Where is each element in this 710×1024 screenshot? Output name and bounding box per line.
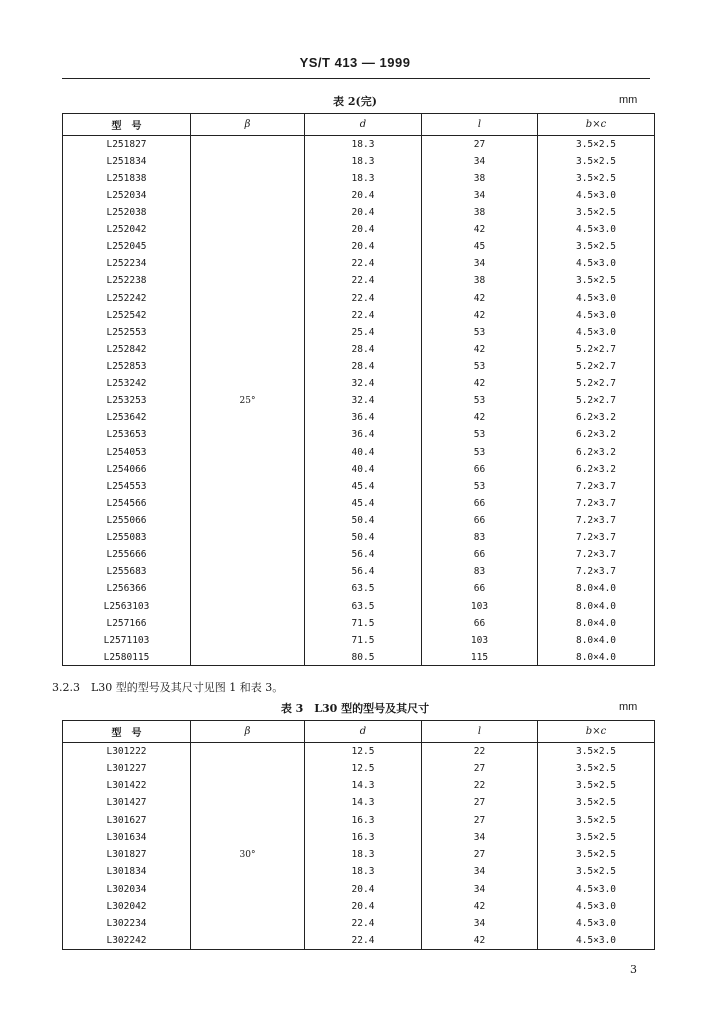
table3-caption: 表 3 L30 型的型号及其尺寸 [280, 702, 430, 715]
model-cell: L301427 [63, 794, 191, 811]
l-cell: 34 [422, 153, 538, 170]
beta-cell [191, 409, 305, 426]
beta-cell [191, 478, 305, 495]
bc-cell: 4.5×3.0 [538, 898, 655, 915]
model-cell: L254566 [63, 495, 191, 512]
table3-header-cell: β [191, 721, 305, 743]
table-row [63, 597, 655, 614]
table-row [63, 170, 655, 187]
table2-header-cell: d [305, 114, 422, 136]
l-cell: 22 [422, 743, 538, 760]
beta-cell [191, 512, 305, 529]
model-cell: L301834 [63, 863, 191, 880]
l-cell: 83 [422, 563, 538, 580]
table-row [63, 478, 655, 495]
d-cell: 28.4 [305, 358, 422, 375]
beta-cell [191, 375, 305, 392]
beta-cell [191, 898, 305, 915]
table-row [63, 255, 655, 272]
model-cell: L2563103 [63, 597, 191, 614]
l-cell: 34 [422, 915, 538, 932]
table-row [63, 932, 655, 949]
table-row [63, 563, 655, 580]
model-cell: L253642 [63, 409, 191, 426]
bc-cell: 7.2×3.7 [538, 563, 655, 580]
l-cell: 22 [422, 777, 538, 794]
model-cell: L252238 [63, 272, 191, 289]
d-cell: 40.4 [305, 461, 422, 478]
bc-cell: 7.2×3.7 [538, 478, 655, 495]
bc-cell: 3.5×2.5 [538, 204, 655, 221]
table-row [63, 221, 655, 238]
d-cell: 45.4 [305, 478, 422, 495]
bc-cell: 3.5×2.5 [538, 238, 655, 255]
l-cell: 34 [422, 863, 538, 880]
model-cell: L251834 [63, 153, 191, 170]
beta-cell [191, 443, 305, 460]
beta-cell [191, 632, 305, 649]
model-cell: L252234 [63, 255, 191, 272]
table-row [63, 794, 655, 811]
table-row [63, 187, 655, 204]
model-cell: L252242 [63, 289, 191, 306]
bc-cell: 3.5×2.5 [538, 794, 655, 811]
table3-header-row [63, 721, 655, 743]
l-cell: 42 [422, 307, 538, 324]
beta-cell [191, 255, 305, 272]
bc-cell: 4.5×3.0 [538, 255, 655, 272]
bc-cell: 8.0×4.0 [538, 597, 655, 614]
beta-cell [191, 915, 305, 932]
table-row [63, 529, 655, 546]
table-row [63, 760, 655, 777]
table2-body [63, 136, 655, 666]
bc-cell: 4.5×3.0 [538, 324, 655, 341]
beta-cell [191, 187, 305, 204]
l-cell: 66 [422, 512, 538, 529]
beta-cell [191, 743, 305, 760]
table-row [63, 649, 655, 666]
section-3-2-3: 3.2.3 L30 型的型号及其尺寸见图 1 和表 3。 [52, 681, 284, 694]
l-cell: 53 [422, 478, 538, 495]
model-cell: L254053 [63, 443, 191, 460]
table-row [63, 546, 655, 563]
table-row [63, 898, 655, 915]
l-cell: 53 [422, 426, 538, 443]
table-row [63, 615, 655, 632]
bc-cell: 3.5×2.5 [538, 777, 655, 794]
bc-cell: 8.0×4.0 [538, 615, 655, 632]
table2-header-cell: β [191, 114, 305, 136]
beta-cell [191, 461, 305, 478]
d-cell: 22.4 [305, 289, 422, 306]
beta-cell [191, 495, 305, 512]
model-cell: L254066 [63, 461, 191, 478]
l-cell: 83 [422, 529, 538, 546]
bc-cell: 3.5×2.5 [538, 863, 655, 880]
table3-body [63, 743, 655, 950]
table2-header-cell: 型 号 [63, 114, 191, 136]
beta-cell: 25° [191, 392, 305, 409]
l-cell: 34 [422, 881, 538, 898]
bc-cell: 7.2×3.7 [538, 546, 655, 563]
table-row [63, 426, 655, 443]
beta-cell [191, 932, 305, 949]
table2 [62, 113, 655, 666]
d-cell: 14.3 [305, 777, 422, 794]
d-cell: 40.4 [305, 443, 422, 460]
d-cell: 22.4 [305, 915, 422, 932]
model-cell: L255683 [63, 563, 191, 580]
d-cell: 63.5 [305, 580, 422, 597]
l-cell: 115 [422, 649, 538, 666]
page-number: 3 [630, 963, 637, 976]
bc-cell: 7.2×3.7 [538, 495, 655, 512]
bc-cell: 8.0×4.0 [538, 580, 655, 597]
d-cell: 28.4 [305, 341, 422, 358]
d-cell: 18.3 [305, 846, 422, 863]
model-cell: L252034 [63, 187, 191, 204]
table3 [62, 720, 655, 950]
table2-unit: mm [619, 94, 638, 106]
table-row [63, 204, 655, 221]
model-cell: L255083 [63, 529, 191, 546]
d-cell: 32.4 [305, 375, 422, 392]
l-cell: 66 [422, 615, 538, 632]
table2-header-row [63, 114, 655, 136]
model-cell: L301827 [63, 846, 191, 863]
table-row [63, 495, 655, 512]
l-cell: 42 [422, 341, 538, 358]
model-cell: L253242 [63, 375, 191, 392]
beta-cell [191, 529, 305, 546]
d-cell: 20.4 [305, 881, 422, 898]
model-cell: L302234 [63, 915, 191, 932]
bc-cell: 3.5×2.5 [538, 153, 655, 170]
d-cell: 71.5 [305, 615, 422, 632]
l-cell: 42 [422, 221, 538, 238]
model-cell: L256366 [63, 580, 191, 597]
d-cell: 22.4 [305, 307, 422, 324]
model-cell: L2571103 [63, 632, 191, 649]
l-cell: 34 [422, 255, 538, 272]
d-cell: 50.4 [305, 512, 422, 529]
model-cell: L301627 [63, 812, 191, 829]
table-row [63, 289, 655, 306]
beta-cell [191, 615, 305, 632]
l-cell: 53 [422, 443, 538, 460]
table3-header-cell: l [422, 721, 538, 743]
d-cell: 16.3 [305, 829, 422, 846]
bc-cell: 4.5×3.0 [538, 289, 655, 306]
d-cell: 36.4 [305, 426, 422, 443]
d-cell: 20.4 [305, 204, 422, 221]
table-row [63, 153, 655, 170]
bc-cell: 6.2×3.2 [538, 426, 655, 443]
table-row [63, 136, 655, 153]
bc-cell: 5.2×2.7 [538, 375, 655, 392]
bc-cell: 3.5×2.5 [538, 170, 655, 187]
beta-cell [191, 597, 305, 614]
model-cell: L301222 [63, 743, 191, 760]
bc-cell: 6.2×3.2 [538, 409, 655, 426]
d-cell: 20.4 [305, 221, 422, 238]
d-cell: 16.3 [305, 812, 422, 829]
model-cell: L252042 [63, 221, 191, 238]
l-cell: 34 [422, 187, 538, 204]
model-cell: L302042 [63, 898, 191, 915]
bc-cell: 4.5×3.0 [538, 307, 655, 324]
beta-cell [191, 777, 305, 794]
l-cell: 27 [422, 794, 538, 811]
beta-cell [191, 760, 305, 777]
model-cell: L253653 [63, 426, 191, 443]
d-cell: 18.3 [305, 153, 422, 170]
beta-cell [191, 580, 305, 597]
table-row [63, 375, 655, 392]
table3-unit: mm [619, 701, 638, 713]
l-cell: 42 [422, 375, 538, 392]
table-row [63, 443, 655, 460]
model-cell: L252853 [63, 358, 191, 375]
beta-cell [191, 863, 305, 880]
l-cell: 103 [422, 597, 538, 614]
d-cell: 12.5 [305, 760, 422, 777]
l-cell: 38 [422, 204, 538, 221]
bc-cell: 3.5×2.5 [538, 760, 655, 777]
beta-cell [191, 794, 305, 811]
table-row [63, 307, 655, 324]
bc-cell: 6.2×3.2 [538, 443, 655, 460]
table-row [63, 743, 655, 760]
beta-cell [191, 289, 305, 306]
l-cell: 53 [422, 358, 538, 375]
d-cell: 25.4 [305, 324, 422, 341]
beta-cell [191, 341, 305, 358]
d-cell: 18.3 [305, 170, 422, 187]
l-cell: 27 [422, 846, 538, 863]
table2-header-cell: b×c [538, 114, 655, 136]
model-cell: L251827 [63, 136, 191, 153]
bc-cell: 5.2×2.7 [538, 341, 655, 358]
d-cell: 18.3 [305, 136, 422, 153]
d-cell: 18.3 [305, 863, 422, 880]
d-cell: 45.4 [305, 495, 422, 512]
l-cell: 53 [422, 324, 538, 341]
beta-cell [191, 221, 305, 238]
beta-cell [191, 272, 305, 289]
model-cell: L301422 [63, 777, 191, 794]
model-cell: L255066 [63, 512, 191, 529]
l-cell: 38 [422, 170, 538, 187]
model-cell: L255666 [63, 546, 191, 563]
model-cell: L257166 [63, 615, 191, 632]
bc-cell: 3.5×2.5 [538, 829, 655, 846]
model-cell: L252038 [63, 204, 191, 221]
beta-cell [191, 649, 305, 666]
d-cell: 22.4 [305, 255, 422, 272]
bc-cell: 4.5×3.0 [538, 881, 655, 898]
model-cell: L2580115 [63, 649, 191, 666]
model-cell: L302034 [63, 881, 191, 898]
beta-cell: 30° [191, 846, 305, 863]
table-row [63, 915, 655, 932]
table2-header-cell: l [422, 114, 538, 136]
l-cell: 42 [422, 932, 538, 949]
d-cell: 63.5 [305, 597, 422, 614]
beta-cell [191, 812, 305, 829]
model-cell: L252045 [63, 238, 191, 255]
table-row [63, 777, 655, 794]
beta-cell [191, 204, 305, 221]
model-cell: L253253 [63, 392, 191, 409]
model-cell: L252553 [63, 324, 191, 341]
table-row [63, 409, 655, 426]
table-row [63, 812, 655, 829]
table-row [63, 324, 655, 341]
d-cell: 80.5 [305, 649, 422, 666]
table3-header-cell: d [305, 721, 422, 743]
l-cell: 103 [422, 632, 538, 649]
table-row [63, 863, 655, 880]
header-rule [62, 78, 650, 79]
beta-cell [191, 546, 305, 563]
d-cell: 22.4 [305, 272, 422, 289]
d-cell: 50.4 [305, 529, 422, 546]
bc-cell: 6.2×3.2 [538, 461, 655, 478]
table-row [63, 580, 655, 597]
beta-cell [191, 358, 305, 375]
beta-cell [191, 170, 305, 187]
bc-cell: 3.5×2.5 [538, 812, 655, 829]
beta-cell [191, 153, 305, 170]
table-row [63, 881, 655, 898]
l-cell: 42 [422, 898, 538, 915]
d-cell: 56.4 [305, 546, 422, 563]
d-cell: 36.4 [305, 409, 422, 426]
model-cell: L252542 [63, 307, 191, 324]
table-row [63, 358, 655, 375]
bc-cell: 4.5×3.0 [538, 187, 655, 204]
beta-cell [191, 881, 305, 898]
bc-cell: 8.0×4.0 [538, 649, 655, 666]
l-cell: 53 [422, 392, 538, 409]
beta-cell [191, 829, 305, 846]
beta-cell [191, 563, 305, 580]
beta-cell [191, 324, 305, 341]
beta-cell [191, 307, 305, 324]
l-cell: 66 [422, 546, 538, 563]
model-cell: L251838 [63, 170, 191, 187]
l-cell: 66 [422, 580, 538, 597]
table-row [63, 829, 655, 846]
document-header: YS/T 413 — 1999 [299, 55, 411, 70]
table-row [63, 341, 655, 358]
bc-cell: 7.2×3.7 [538, 512, 655, 529]
table-row [63, 632, 655, 649]
l-cell: 66 [422, 461, 538, 478]
beta-cell [191, 426, 305, 443]
l-cell: 38 [422, 272, 538, 289]
table-row [63, 392, 655, 409]
table3-header-cell: 型 号 [63, 721, 191, 743]
d-cell: 20.4 [305, 187, 422, 204]
l-cell: 34 [422, 829, 538, 846]
l-cell: 27 [422, 760, 538, 777]
model-cell: L301634 [63, 829, 191, 846]
bc-cell: 3.5×2.5 [538, 136, 655, 153]
l-cell: 42 [422, 289, 538, 306]
l-cell: 27 [422, 812, 538, 829]
l-cell: 66 [422, 495, 538, 512]
bc-cell: 4.5×3.0 [538, 915, 655, 932]
d-cell: 71.5 [305, 632, 422, 649]
bc-cell: 5.2×2.7 [538, 392, 655, 409]
d-cell: 20.4 [305, 238, 422, 255]
d-cell: 14.3 [305, 794, 422, 811]
model-cell: L254553 [63, 478, 191, 495]
bc-cell: 8.0×4.0 [538, 632, 655, 649]
bc-cell: 3.5×2.5 [538, 743, 655, 760]
bc-cell: 7.2×3.7 [538, 529, 655, 546]
table-row [63, 272, 655, 289]
d-cell: 20.4 [305, 898, 422, 915]
table-row [63, 461, 655, 478]
bc-cell: 4.5×3.0 [538, 221, 655, 238]
model-cell: L301227 [63, 760, 191, 777]
bc-cell: 5.2×2.7 [538, 358, 655, 375]
d-cell: 12.5 [305, 743, 422, 760]
table2-caption: 表 2(完) [333, 95, 377, 108]
d-cell: 22.4 [305, 932, 422, 949]
table-row [63, 512, 655, 529]
bc-cell: 4.5×3.0 [538, 932, 655, 949]
table-row [63, 238, 655, 255]
l-cell: 45 [422, 238, 538, 255]
l-cell: 27 [422, 136, 538, 153]
bc-cell: 3.5×2.5 [538, 846, 655, 863]
table-row [63, 846, 655, 863]
beta-cell [191, 238, 305, 255]
model-cell: L302242 [63, 932, 191, 949]
bc-cell: 3.5×2.5 [538, 272, 655, 289]
model-cell: L252842 [63, 341, 191, 358]
d-cell: 32.4 [305, 392, 422, 409]
beta-cell [191, 136, 305, 153]
l-cell: 42 [422, 409, 538, 426]
table3-header-cell: b×c [538, 721, 655, 743]
d-cell: 56.4 [305, 563, 422, 580]
